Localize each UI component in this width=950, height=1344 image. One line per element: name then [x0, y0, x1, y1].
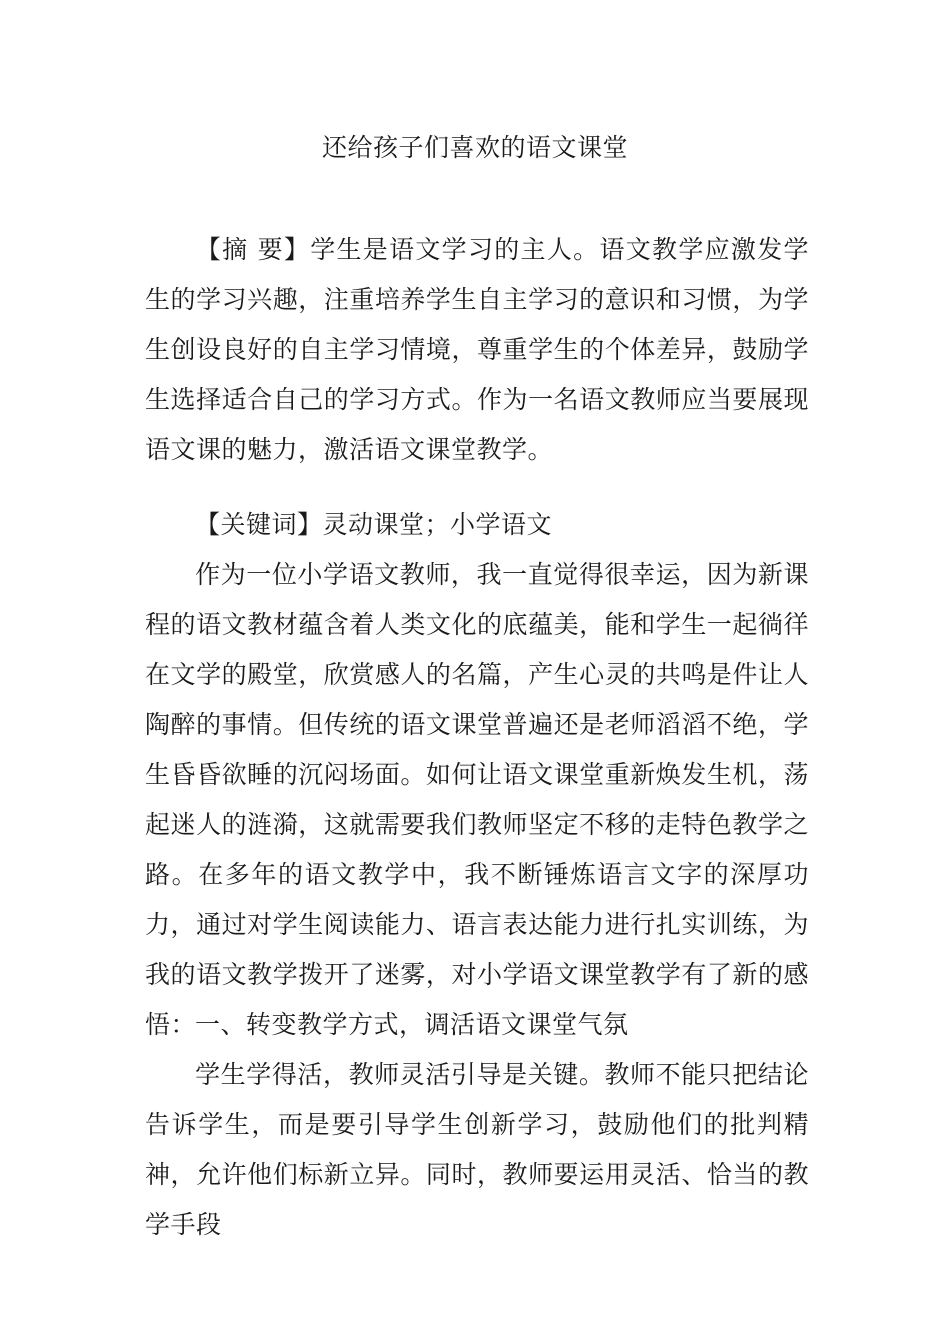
keywords-line [145, 500, 809, 550]
paragraph-2-text: 学生学得活，教师灵活引导是关键。教师不能只把结论告诉学生，而是要引导学生创新学习，鼓励他们的批判精神，允许他们标新立异。同时，教师要运用灵活、恰当的教学手段 [145, 1060, 809, 1239]
body-paragraph-1 [145, 550, 809, 1050]
body-paragraph-2 [145, 1050, 809, 1250]
abstract-paragraph [145, 225, 809, 475]
keywords-text: 【关键词】灵动课堂；小学语文 [195, 510, 553, 539]
document-title: 还给孩子们喜欢的语文课堂 [321, 133, 628, 162]
paragraph-1-text: 作为一位小学语文教师，我一直觉得很幸运，因为新课程的语文教材蕴含着人类文化的底蕴美，能和学生一起徜徉在文学的殿堂，欣赏感人的名篇，产生心灵的共鸣是件让人陶醉的事情。但传统的语文课堂普遍还是老师滔滔不绝，学生昏昏欲睡的沉闷场面。如何让语文课堂重新焕发生机，荡起迷人的涟漪，这就需要我们教师坚定不移的走特色教学之路。在多年的语文教学中，我不断锤炼语言文字的深厚功力，通过对学生阅读能力、语言表达能力进行扎实训练，为我的语文教学拨开了迷雾，对小学语文课堂教学有了新的感悟： [145, 560, 809, 1039]
section-heading-1 [145, 1000, 809, 1050]
heading-1-text: 一、转变教学方式，调活语文课堂气氛 [195, 1010, 629, 1039]
abstract-text: 【摘 要】学生是语文学习的主人。语文教学应激发学生的学习兴趣，注重培养学生自主学习的意识和习惯，为学生创设良好的自主学习情境，尊重学生的个体差异，鼓励学生选择适合自己的学习方式。作为一名语文教师应当要展现语文课的魅力，激活语文课堂教学。 [145, 235, 809, 464]
